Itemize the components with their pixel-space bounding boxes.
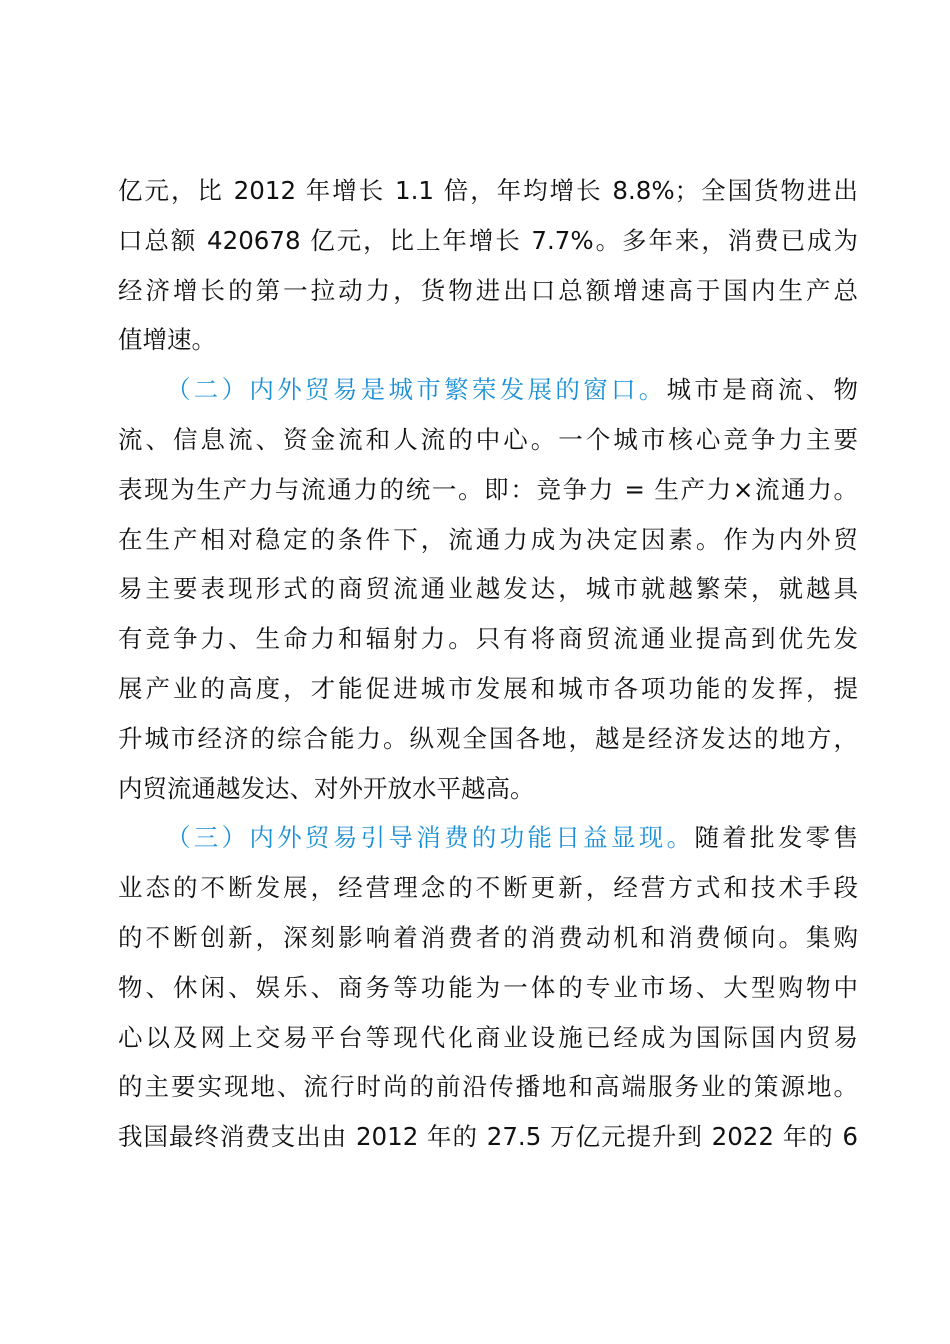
section-2-first-line xyxy=(118,365,858,415)
text-line: 的主要实现地、流行时尚的前沿传播地和高端服务业的策源地。 xyxy=(118,1072,858,1102)
text-line: 值增速。 xyxy=(118,325,216,355)
text-line: 升城市经济的综合能力。纵观全国各地，越是经济发达的地方， xyxy=(118,723,858,753)
paragraph-section-3 xyxy=(118,813,858,1162)
document-body xyxy=(118,166,858,1162)
text-line: 流、信息流、资金流和人流的中心。一个城市核心竞争力主要 xyxy=(118,424,858,454)
text-line: 在生产相对稳定的条件下，流通力成为决定因素。作为内外贸 xyxy=(118,524,858,554)
text-line: 业态的不断发展，经营理念的不断更新，经营方式和技术手段 xyxy=(118,873,858,903)
text-line: 展产业的高度，才能促进城市发展和城市各项功能的发挥，提 xyxy=(118,673,858,703)
text-line: 经济增长的第一拉动力，货物进出口总额增速高于国内生产总 xyxy=(118,275,858,305)
text-line: 我国最终消费支出由 2012 年的 27.5 万亿元提升到 2022 年的 6 xyxy=(118,1122,858,1152)
paragraph-section-2 xyxy=(118,365,858,813)
text-line: 心以及网上交易平台等现代化商业设施已经成为国际国内贸易 xyxy=(118,1022,858,1052)
text-line: 有竞争力、生命力和辐射力。只有将商贸流通业提高到优先发 xyxy=(118,624,858,654)
section-2-heading: （二）内外贸易是城市繁荣发展的窗口。 xyxy=(166,375,667,405)
text-line: 内贸流通越发达、对外开放水平越高。 xyxy=(118,773,535,803)
paragraph-continued xyxy=(118,166,858,365)
section-3-first-line xyxy=(118,813,858,863)
text-line: 口总额 420678 亿元，比上年增长 7.7%。多年来，消费已成为 xyxy=(118,225,858,255)
text-line: 物、休闲、娱乐、商务等功能为一体的专业市场、大型购物中 xyxy=(118,972,858,1002)
section-3-first-text: 随着批发零售 xyxy=(694,823,858,853)
section-3-heading: （三）内外贸易引导消费的功能日益显现。 xyxy=(166,823,695,853)
text-line: 亿元，比 2012 年增长 1.1 倍，年均增长 8.8%；全国货物进出 xyxy=(118,176,858,205)
section-2-first-text: 城市是商流、物 xyxy=(666,375,858,405)
text-line: 表现为生产力与流通力的统一。即：竞争力 = 生产力×流通力。 xyxy=(118,474,858,504)
text-line: 易主要表现形式的商贸流通业越发达，城市就越繁荣，就越具 xyxy=(118,574,858,604)
text-line: 的不断创新，深刻影响着消费者的消费动机和消费倾向。集购 xyxy=(118,922,858,952)
